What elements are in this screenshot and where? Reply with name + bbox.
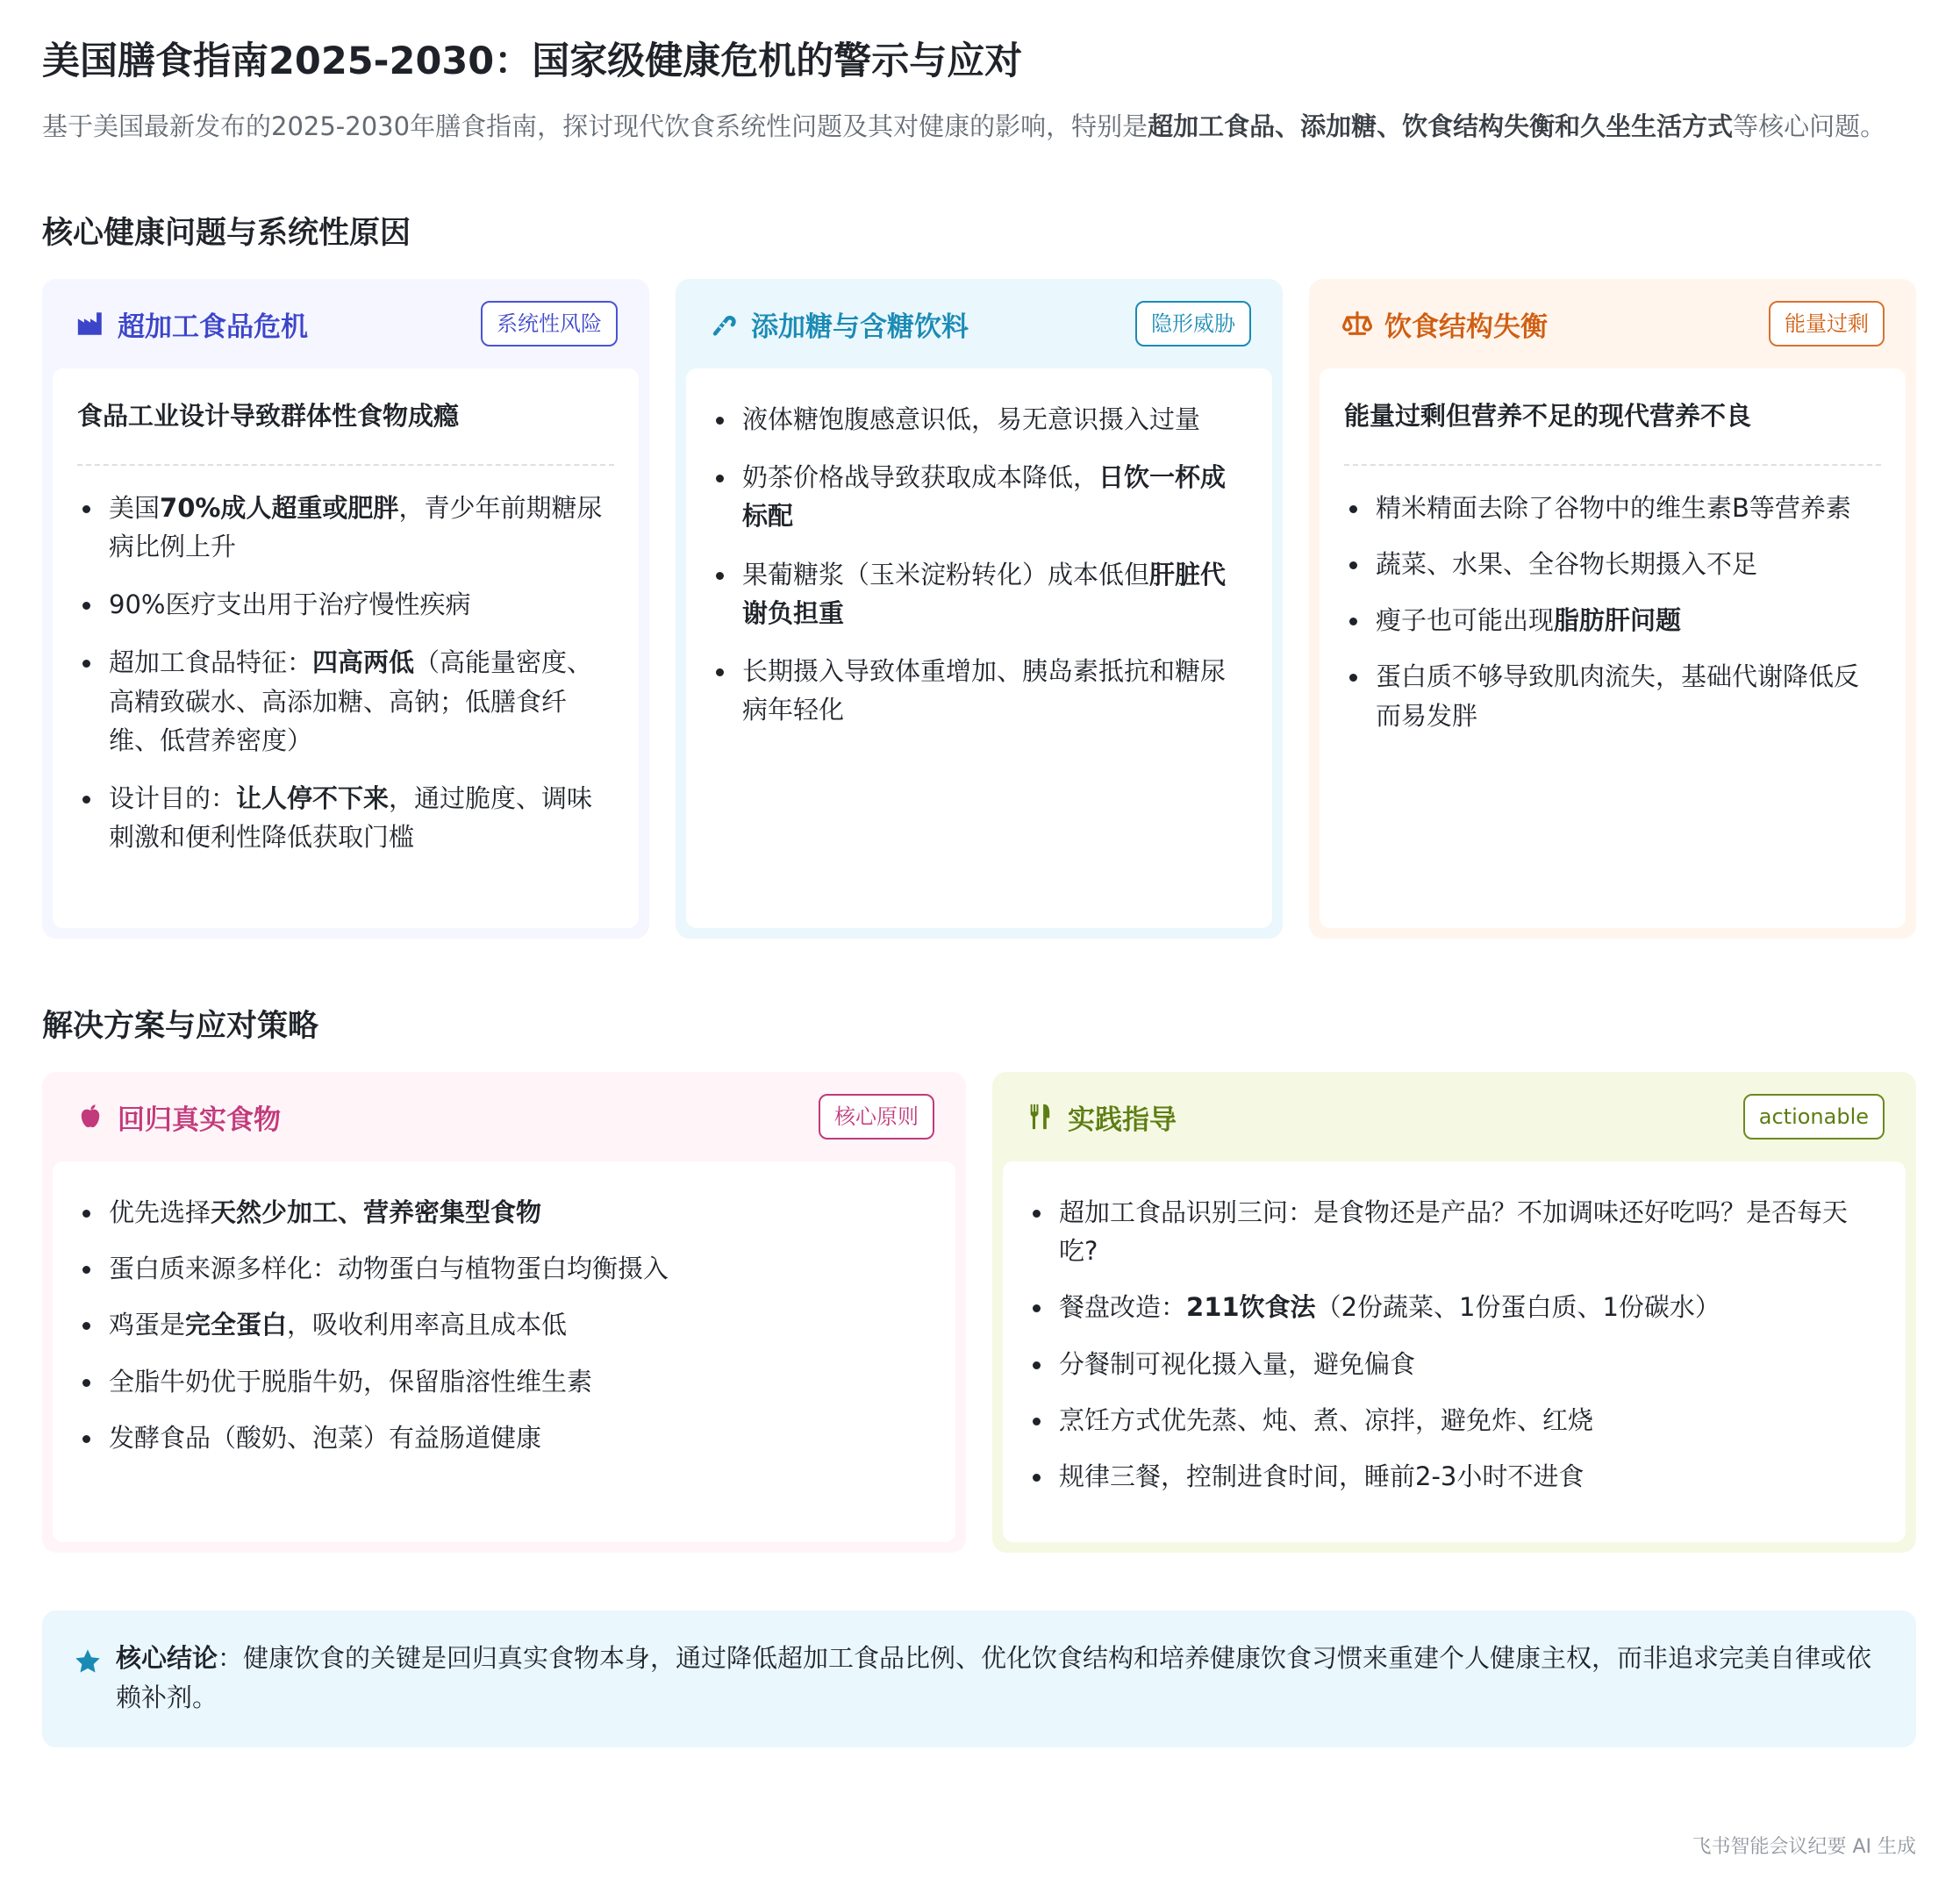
list-item: 精米精面去除了谷物中的维生素B等营养素 bbox=[1344, 489, 1881, 527]
card-lead: 能量过剩但营养不足的现代营养不良 bbox=[1344, 401, 1752, 432]
bullet-list bbox=[1027, 1193, 1881, 1495]
conclusion-box bbox=[42, 1611, 1916, 1747]
list-item: 分餐制可视化摄入量，避免偏食 bbox=[1027, 1345, 1881, 1383]
list-item: 果葡糖浆（玉米淀粉转化）成本低但肝脏代谢负担重 bbox=[711, 555, 1248, 632]
card-practice-guide bbox=[992, 1072, 1916, 1553]
bullet-list bbox=[77, 489, 614, 856]
list-item: 奶茶价格战导致获取成本降低，日饮一杯成标配 bbox=[711, 458, 1248, 535]
card-title bbox=[709, 304, 969, 344]
conclusion-text bbox=[116, 1639, 1881, 1718]
list-item: 餐盘改造：211饮食法（2份蔬菜、1份蛋白质、1份碳水） bbox=[1027, 1288, 1881, 1326]
subtitle-highlight: 超加工食品、添加糖、饮食结构失衡和久坐生活方式 bbox=[1148, 111, 1734, 142]
bullet-list bbox=[77, 1193, 931, 1456]
card-tag: 能量过剩 bbox=[1769, 301, 1885, 347]
card-title bbox=[1342, 304, 1548, 344]
list-item: 液体糖饱腹感意识低，易无意识摄入过量 bbox=[711, 400, 1248, 439]
card-title-text: 实践指导 bbox=[1068, 1104, 1177, 1136]
card-body bbox=[53, 1161, 955, 1542]
card-title-text: 超加工食品危机 bbox=[118, 311, 308, 343]
card-header bbox=[53, 279, 639, 368]
card-tag: actionable bbox=[1743, 1094, 1885, 1140]
card-tag: 隐形威胁 bbox=[1135, 301, 1251, 347]
card-title bbox=[75, 304, 308, 344]
card-added-sugar bbox=[676, 279, 1283, 939]
card-ultra-processed bbox=[42, 279, 649, 939]
utensils-icon bbox=[1026, 1102, 1055, 1132]
list-item: 发酵食品（酸奶、泡菜）有益肠道健康 bbox=[77, 1418, 931, 1457]
card-lead: 食品工业设计导致群体性食物成瘾 bbox=[77, 401, 460, 432]
card-header bbox=[53, 1072, 955, 1161]
list-item: 优先选择天然少加工、营养密集型食物 bbox=[77, 1193, 931, 1232]
card-tag: 系统性风险 bbox=[481, 301, 618, 347]
card-diet-imbalance bbox=[1309, 279, 1916, 939]
list-item: 长期摄入导致体重增加、胰岛素抵抗和糖尿病年轻化 bbox=[711, 652, 1248, 729]
card-title-text: 添加糖与含糖饮料 bbox=[751, 311, 969, 343]
card-tag: 核心原则 bbox=[819, 1094, 934, 1140]
card-header bbox=[686, 279, 1272, 368]
list-item: 全脂牛奶优于脱脂牛奶，保留脂溶性维生素 bbox=[77, 1362, 931, 1401]
page-subtitle bbox=[42, 107, 1916, 146]
section-title-solutions: 解决方案与应对策略 bbox=[42, 1009, 319, 1045]
subtitle-text-end: 等核心问题。 bbox=[1733, 111, 1886, 142]
list-item: 蛋白质不够导致肌肉流失，基础代谢降低反而易发胖 bbox=[1344, 657, 1881, 734]
list-item: 蛋白质来源多样化：动物蛋白与植物蛋白均衡摄入 bbox=[77, 1249, 931, 1288]
card-body bbox=[1320, 368, 1906, 928]
list-item: 90%医疗支出用于治疗慢性疾病 bbox=[77, 585, 614, 624]
list-item: 超加工食品识别三问：是食物还是产品？不加调味还好吃吗？是否每天吃? bbox=[1027, 1193, 1881, 1270]
card-real-food bbox=[42, 1072, 966, 1553]
card-header bbox=[1320, 279, 1906, 368]
star-icon bbox=[74, 1647, 102, 1675]
factory-icon bbox=[75, 309, 105, 339]
card-body bbox=[1003, 1161, 1906, 1542]
apple-icon bbox=[75, 1102, 105, 1132]
card-title-text: 饮食结构失衡 bbox=[1384, 311, 1548, 343]
list-item: 规律三餐，控制进食时间，睡前2-3小时不进食 bbox=[1027, 1457, 1881, 1496]
card-title bbox=[75, 1097, 281, 1137]
list-item: 瘦子也可能出现脂肪肝问题 bbox=[1344, 601, 1881, 639]
page bbox=[42, 35, 1916, 1747]
list-item: 美国70%成人超重或肥胖，青少年前期糖尿病比例上升 bbox=[77, 489, 614, 566]
problem-cards bbox=[42, 279, 1916, 939]
conclusion-body: ：健康饮食的关键是回归真实食物本身，通过降低超加工食品比例、优化饮食结构和培养健康饮食习惯来重建个人健康主权，而非追求完美自律或依赖补剂。 bbox=[116, 1643, 1872, 1713]
list-item: 蔬菜、水果、全谷物长期摄入不足 bbox=[1344, 545, 1881, 583]
subtitle-text: 基于美国最新发布的2025-2030年膳食指南，探讨现代饮食系统性问题及其对健康的影响，特别是 bbox=[42, 111, 1148, 142]
footer-credit: 飞书智能会议纪要 AI 生成 bbox=[1692, 1836, 1916, 1858]
card-title-text: 回归真实食物 bbox=[118, 1104, 281, 1136]
list-item: 设计目的：让人停不下来，通过脆度、调味刺激和便利性降低获取门槛 bbox=[77, 779, 614, 856]
solution-cards bbox=[42, 1072, 1916, 1553]
card-title bbox=[1026, 1097, 1177, 1137]
list-item: 鸡蛋是完全蛋白，吸收利用率高且成本低 bbox=[77, 1305, 931, 1344]
bullet-list bbox=[711, 400, 1248, 729]
page-title: 美国膳食指南2025-2030：国家级健康危机的警示与应对 bbox=[42, 39, 1023, 83]
card-header bbox=[1003, 1072, 1906, 1161]
section-title-problems: 核心健康问题与系统性原因 bbox=[42, 216, 411, 252]
scale-balance-icon bbox=[1342, 309, 1372, 339]
card-body bbox=[53, 368, 639, 928]
dashed-divider bbox=[77, 464, 614, 466]
conclusion-label: 核心结论 bbox=[116, 1643, 218, 1674]
candy-cane-icon bbox=[709, 309, 739, 339]
card-body bbox=[686, 368, 1272, 928]
list-item: 烹饪方式优先蒸、炖、煮、凉拌，避免炸、红烧 bbox=[1027, 1401, 1881, 1440]
list-item: 超加工食品特征：四高两低（高能量密度、高精致碳水、高添加糖、高钠；低膳食纤维、低营养密度） bbox=[77, 643, 614, 759]
bullet-list bbox=[1344, 489, 1881, 734]
dashed-divider bbox=[1344, 464, 1881, 466]
